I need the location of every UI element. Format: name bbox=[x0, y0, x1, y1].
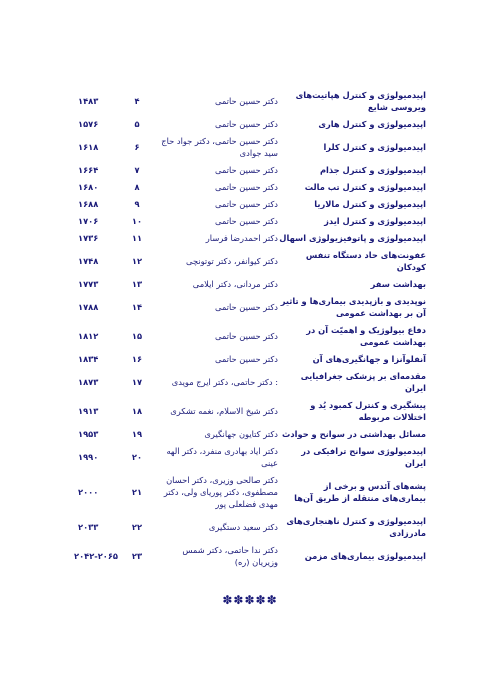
toc-page-number: ۱۶۸۰ bbox=[78, 182, 99, 192]
toc-chapter-number: ۱۸ bbox=[131, 406, 143, 416]
toc-author: دکتر حسین حاتمی bbox=[214, 302, 278, 312]
toc-row bbox=[78, 428, 426, 440]
toc-author: دکتر حسین حاتمی bbox=[214, 354, 278, 364]
toc-title: اپیدمیولوژی و کنترل جذام bbox=[319, 165, 426, 175]
toc-author: دکتر حسین حاتمی bbox=[214, 119, 278, 129]
toc-author: دکتر مردانی، دکتر ایلامی bbox=[192, 279, 278, 289]
toc-title: اپیدمیولوژی و کنترل مالاریا bbox=[314, 199, 426, 209]
toc-chapter-number: ۶ bbox=[134, 142, 140, 152]
toc-chapter-number: ۲۰ bbox=[131, 452, 143, 462]
toc-chapter-number: ۱۴ bbox=[131, 302, 143, 312]
toc-page-number: ۱۸۱۲ bbox=[78, 331, 99, 341]
toc-title: اپیدمیولوژی و کنترل هاری bbox=[318, 119, 426, 129]
toc-row bbox=[78, 295, 426, 319]
toc-author: دکتر حسین حاتمی bbox=[214, 182, 278, 192]
toc-page-number: ۱۸۷۳ bbox=[78, 377, 99, 387]
toc-title: اپیدمیولوژی سوانح ترافیکی در ایران bbox=[301, 446, 426, 468]
toc-title: اپیدمیولوژی و پاتوفیزیولوژی اسهال bbox=[279, 233, 426, 243]
toc-chapter-number: ۲۳ bbox=[131, 551, 143, 561]
toc-title: اپیدمیولوژی بیماری‌های مزمن bbox=[304, 551, 426, 561]
toc-page-number: ۱۶۸۸ bbox=[78, 199, 99, 209]
toc-author: دکتر حسین حاتمی bbox=[214, 199, 278, 209]
toc-chapter-number: ۹ bbox=[134, 199, 140, 209]
toc-title: دفاع بیولوژیک و اهمیّت آن در بهداشت عمومی bbox=[306, 325, 426, 347]
toc-title: پشه‌های آئدس و برخی از بیماری‌های منتقله از طریق آن‌ها bbox=[294, 481, 426, 503]
toc-row bbox=[78, 515, 426, 539]
toc-title: اپیدمیولوژی و کنترل ایدز bbox=[324, 216, 426, 226]
toc-title: مسائل بهداشتی در سوانح و حوادث bbox=[282, 429, 426, 439]
toc-row bbox=[78, 232, 426, 244]
toc-page-number: ۱۴۸۳ bbox=[78, 96, 99, 106]
toc-page-number: ۱۶۱۸ bbox=[78, 142, 99, 152]
toc-chapter-number: ۱۰ bbox=[131, 216, 143, 226]
toc-chapter-number: ۱۵ bbox=[131, 331, 143, 341]
toc-chapter-number: ۲۲ bbox=[131, 522, 143, 532]
toc-chapter-number: ۱۳ bbox=[131, 279, 143, 289]
toc-chapter-number: ۸ bbox=[134, 182, 140, 192]
toc-row bbox=[74, 544, 426, 568]
toc-row bbox=[78, 324, 426, 348]
toc-title: نوپدیدی و بازپدیدی بیماری‌ها و تاثیر آن بر بهداشت عمومی bbox=[280, 296, 426, 318]
toc-page-number: ۱۷۷۳ bbox=[78, 279, 99, 289]
toc-author: دکتر حسین حاتمی، دکتر جواد حاج سید جوادی bbox=[161, 136, 278, 158]
toc-chapter-number: ۱۹ bbox=[131, 429, 143, 439]
toc-page-number: ۱۷۸۸ bbox=[78, 302, 99, 312]
toc-row bbox=[78, 370, 426, 394]
toc-row bbox=[78, 445, 426, 469]
toc-page-number: ۲۰۴۲-۲۰۶۵ bbox=[74, 551, 118, 561]
toc-title: اپیدمیولوژی و کنترل کلرا bbox=[323, 142, 426, 152]
toc-chapter-number: ۱۲ bbox=[131, 256, 143, 266]
toc-author: دکتر کیوانفر، دکتر توتونچی bbox=[186, 256, 278, 266]
toc-author: دکتر کتایون جهانگیری bbox=[204, 429, 278, 439]
toc-chapter-number: ۴ bbox=[134, 96, 140, 106]
toc-row bbox=[78, 135, 426, 159]
toc-title: اپیدمیولوژی و کنترل ناهنجاری‌های مادرزادی bbox=[286, 516, 426, 538]
toc-author: دکتر سعید دستگیری bbox=[208, 522, 278, 532]
toc-row bbox=[78, 198, 426, 210]
toc-author: دکتر حسین حاتمی bbox=[214, 165, 278, 175]
toc-author: دکتر ندا حاتمی، دکتر شمس وزیریان (ره) bbox=[182, 545, 278, 567]
toc-title: عفونت‌های حاد دستگاه تنفس کودکان bbox=[305, 250, 426, 272]
toc-chapter-number: ۱۶ bbox=[131, 354, 143, 364]
toc-row bbox=[78, 278, 426, 290]
toc-author: دکتر احمدرضا فرسار bbox=[205, 233, 278, 243]
toc-row bbox=[78, 249, 426, 273]
toc-page-number: ۱۷۳۶ bbox=[78, 233, 99, 243]
toc-page-number: ۱۶۶۴ bbox=[78, 165, 99, 175]
toc-chapter-number: ۷ bbox=[134, 165, 140, 175]
toc-page-number: ۱۹۱۳ bbox=[78, 406, 99, 416]
toc-page-number: ۱۹۵۳ bbox=[78, 429, 99, 439]
toc-author: دکتر حسین حاتمی bbox=[214, 96, 278, 106]
toc-author: دکتر حسین حاتمی bbox=[214, 331, 278, 341]
toc-title: مقدمه‌ای بر پزشکی جغرافیایی ایران bbox=[300, 371, 426, 393]
toc-chapter-number: ۲۱ bbox=[131, 487, 143, 497]
toc-row bbox=[78, 118, 426, 130]
toc-chapter-number: ۵ bbox=[134, 119, 140, 129]
toc-title: اپیدمیولوژی و کنترل هپاتیت‌های ویروسی شایع bbox=[295, 90, 426, 112]
toc-page-number: ۲۰۰۰ bbox=[78, 487, 99, 497]
toc-title: بهداشت سفر bbox=[370, 279, 426, 289]
toc-chapter-number: ۱۷ bbox=[131, 377, 143, 387]
toc-page-number: ۱۵۷۶ bbox=[78, 119, 99, 129]
toc-row bbox=[78, 399, 426, 423]
toc-page-number: ۱۹۹۰ bbox=[78, 452, 99, 462]
toc-row bbox=[78, 181, 426, 193]
toc-author: دکتر صالحی وزیری، دکتر احسان مصطفوی، دکتر پوریای ولی، دکتر مهدی فضلعلی پور bbox=[163, 475, 278, 509]
toc-chapter-number: ۱۱ bbox=[131, 233, 143, 243]
toc-author: دکتر حسین حاتمی bbox=[214, 216, 278, 226]
toc-author: : دکتر حاتمی، دکتر ایرج مویدی bbox=[171, 377, 278, 387]
footer-ornament: ✽✽✽✽✽ bbox=[222, 593, 278, 607]
toc-page-number: ۱۷۴۸ bbox=[78, 256, 99, 266]
toc-title: اپیدمیولوژی و کنترل تب مالت bbox=[304, 182, 426, 192]
toc-row bbox=[78, 89, 426, 113]
toc-title: پیشگیری و کنترل کمبود یُد و اختلالات مربوطه bbox=[310, 400, 426, 422]
toc-row bbox=[78, 215, 426, 227]
table-of-contents bbox=[74, 89, 426, 573]
toc-page-number: ۱۸۳۴ bbox=[78, 354, 99, 364]
toc-page-number: ۱۷۰۶ bbox=[78, 216, 99, 226]
toc-page-number: ۲۰۳۳ bbox=[78, 522, 99, 532]
toc-row bbox=[78, 164, 426, 176]
toc-row bbox=[78, 474, 426, 510]
toc-title: آنفلوآنزا و جهانگیری‌های آن bbox=[312, 354, 426, 364]
toc-author: دکتر ایاد بهادری منفرد، دکتر الهه عینی bbox=[166, 446, 278, 468]
toc-author: دکتر شیخ الاسلام، نغمه تشکری bbox=[170, 406, 278, 416]
toc-row bbox=[78, 353, 426, 365]
